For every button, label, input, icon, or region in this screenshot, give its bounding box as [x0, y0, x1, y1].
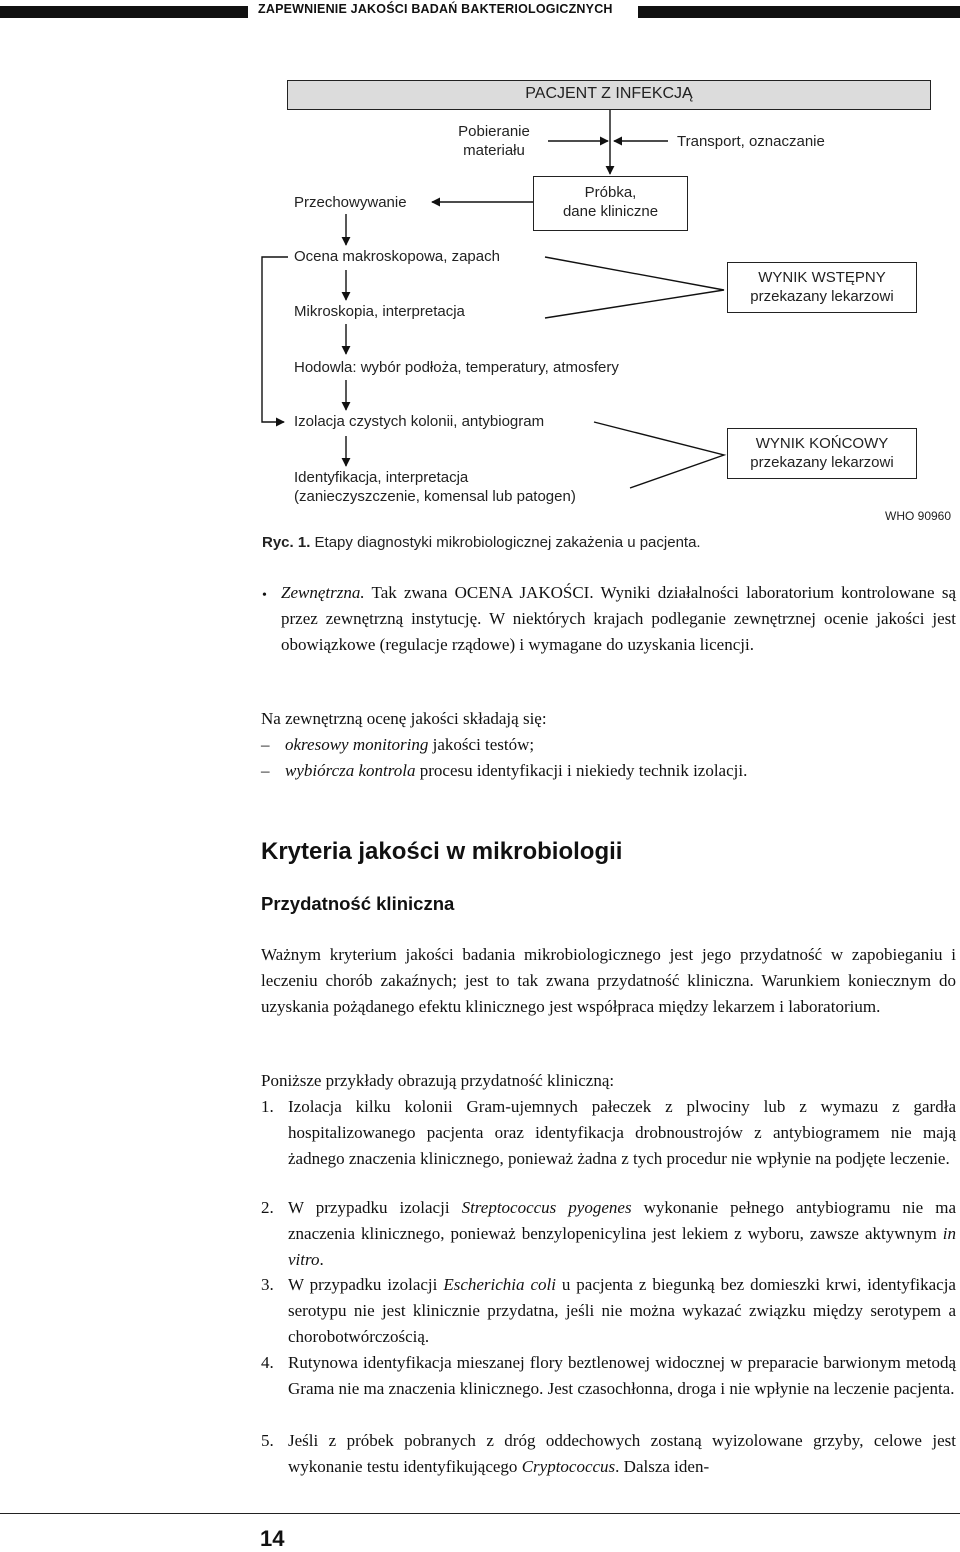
external-term: Zewnętrzna.	[281, 583, 365, 602]
item1-italic: okresowy monitoring	[285, 735, 429, 754]
arrow-to-preliminary-result	[545, 257, 724, 318]
composition-intro: Na zewnętrzną ocenę jakości składają się:	[261, 709, 547, 728]
ex3-b: Escherichia coli	[443, 1275, 556, 1294]
composition-item-1	[285, 732, 534, 758]
patient-label: PACJENT Z INFEKCJĄ	[525, 85, 693, 102]
ex2-e: .	[319, 1250, 324, 1269]
page-number: 14	[260, 1526, 285, 1551]
sample-line1: Próbka,	[584, 184, 637, 201]
example-number-4: 4.	[261, 1353, 274, 1372]
preliminary-line2: przekazany lekarzowi	[750, 288, 894, 305]
final-line2: przekazany lekarzowi	[750, 454, 894, 471]
section-paragraph-1: Ważnym kryterium jakości badania mikrobiologicznego jest jego przydatność w zapobieganiu i leczeniu chorób zakaźnych; jest to tak zwana przydatność kliniczna. Warunkiem koniecznym do uzyskania pożądanego efektu klinicznego jest współpraca między lekarzem i laboratorium.	[261, 945, 956, 1016]
ex2-d: in vitro	[288, 1224, 956, 1269]
dash-2: –	[261, 761, 270, 780]
example-number-5: 5.	[261, 1431, 274, 1450]
caption-label: Ryc. 1.	[262, 534, 311, 551]
storage-label: Przechowywanie	[294, 194, 407, 211]
sample-line2: dane kliniczne	[562, 203, 659, 220]
external-qa-paragraph	[281, 580, 956, 658]
composition-item-2	[285, 758, 747, 784]
example-number-1: 1.	[261, 1097, 274, 1116]
example-number-3: 3.	[261, 1275, 274, 1294]
item1-rest: jakości testów;	[428, 735, 535, 754]
collection-line1: Pobieranie	[458, 123, 530, 140]
ex2-c: wykonanie pełnego antybiogramu nie ma znaczenia klinicznego, ponieważ benzylopenicylina jest lekiem z wyboru, zawsze aktywnym	[288, 1198, 956, 1243]
item2-italic: wybiórcza kontrola	[285, 761, 416, 780]
isolation-label: Izolacja czystych kolonii, antybiogram	[294, 413, 545, 430]
final-result-label	[727, 434, 917, 472]
ex2-b: Streptococcus pyogenes	[461, 1198, 632, 1217]
macroscopic-label: Ocena makroskopowa, zapach	[294, 248, 500, 265]
section-subtitle: Przydatność kliniczna	[261, 893, 455, 914]
example-2	[288, 1195, 956, 1273]
running-header: ZAPEWNIENIE JAKOŚCI BADAŃ BAKTERIOLOGICZNYCH	[258, 2, 613, 16]
ex5-a: Jeśli z próbek pobranych z dróg oddechowych zostaną wyizolowane grzyby, celowe jest wykonanie testu identyfikującego	[288, 1431, 956, 1476]
bullet-icon: •	[262, 588, 267, 603]
ex2-a: W przypadku izolacji	[288, 1198, 462, 1217]
preliminary-result-label	[727, 268, 917, 306]
identification-line2: (zanieczyszczenie, komensal lub patogen)	[294, 488, 576, 505]
final-line1: WYNIK KOŃCOWY	[755, 435, 889, 452]
caption-text: Etapy diagnostyki mikrobiologicznej zakażenia u pacjenta.	[310, 534, 701, 551]
ex3-a: W przypadku izolacji	[288, 1275, 444, 1294]
external-text: Tak zwana OCENA JAKOŚCI. Wyniki działalności laboratorium kontrolowane są przez zewnętrzną instytucję. W niektórych krajach podleganie zewnętrznej ocenie jakości jest obowiązkowe (regulacje rządowe) i wymagane do uzyskania licencji.	[281, 583, 956, 654]
ex5-b: Cryptococcus	[521, 1457, 616, 1476]
item2-rest: procesu identyfikacji i niekiedy technik izolacji.	[415, 761, 748, 780]
ex5-c: . Dalsza iden-	[615, 1457, 710, 1476]
example-number-2: 2.	[261, 1198, 274, 1217]
section-paragraph-2: Poniższe przykłady obrazują przydatność kliniczną:	[261, 1071, 615, 1090]
ex3-c: u pacjenta z biegunką bez domieszki krwi, identyfikacja serotypu nie jest klinicznie przydatna, jeśli nie można wykazać związku między serotypem a chorobotwórczością.	[288, 1275, 956, 1346]
sample-label	[533, 183, 688, 221]
arrow-to-final-result	[594, 422, 724, 488]
figure-caption	[262, 534, 701, 551]
bracket-macro-to-isolation	[262, 257, 288, 422]
example-1: Izolacja kilku kolonii Gram-ujemnych pałeczek z plwociny lub z wymazu z gardła hospitalizowanego pacjenta oraz identyfikacja drobnoustrojów z antybiogramem nie mają żadnego znaczenia klinicznego, ponieważ żadna z tych procedur nie wpłynie na podjęte leczenie.	[288, 1097, 956, 1168]
collection-label	[448, 122, 540, 160]
collection-line2: materiału	[463, 142, 525, 159]
example-4: Rutynowa identyfikacja mieszanej flory beztlenowej widocznej w preparacie barwionym metodą Grama nie ma znaczenia klinicznego. Jest czasochłonna, droga i nie wpłynie na leczenie pacjenta.	[288, 1353, 956, 1398]
section-title: Kryteria jakości w mikrobiologii	[261, 838, 623, 865]
culture-label: Hodowla: wybór podłoża, temperatury, atmosfery	[294, 359, 619, 376]
transport-label: Transport, oznaczanie	[677, 133, 825, 150]
preliminary-line1: WYNIK WSTĘPNY	[758, 269, 886, 286]
identification-label	[294, 468, 576, 506]
flowchart	[0, 0, 960, 560]
identification-line1: Identyfikacja, interpretacja	[294, 469, 469, 486]
microscopy-label: Mikroskopia, interpretacja	[294, 303, 465, 320]
example-5	[288, 1428, 956, 1480]
footer-rule	[0, 1513, 960, 1514]
example-3	[288, 1272, 956, 1350]
figure-code: WHO 90960	[885, 509, 952, 523]
dash-1: –	[261, 735, 270, 754]
